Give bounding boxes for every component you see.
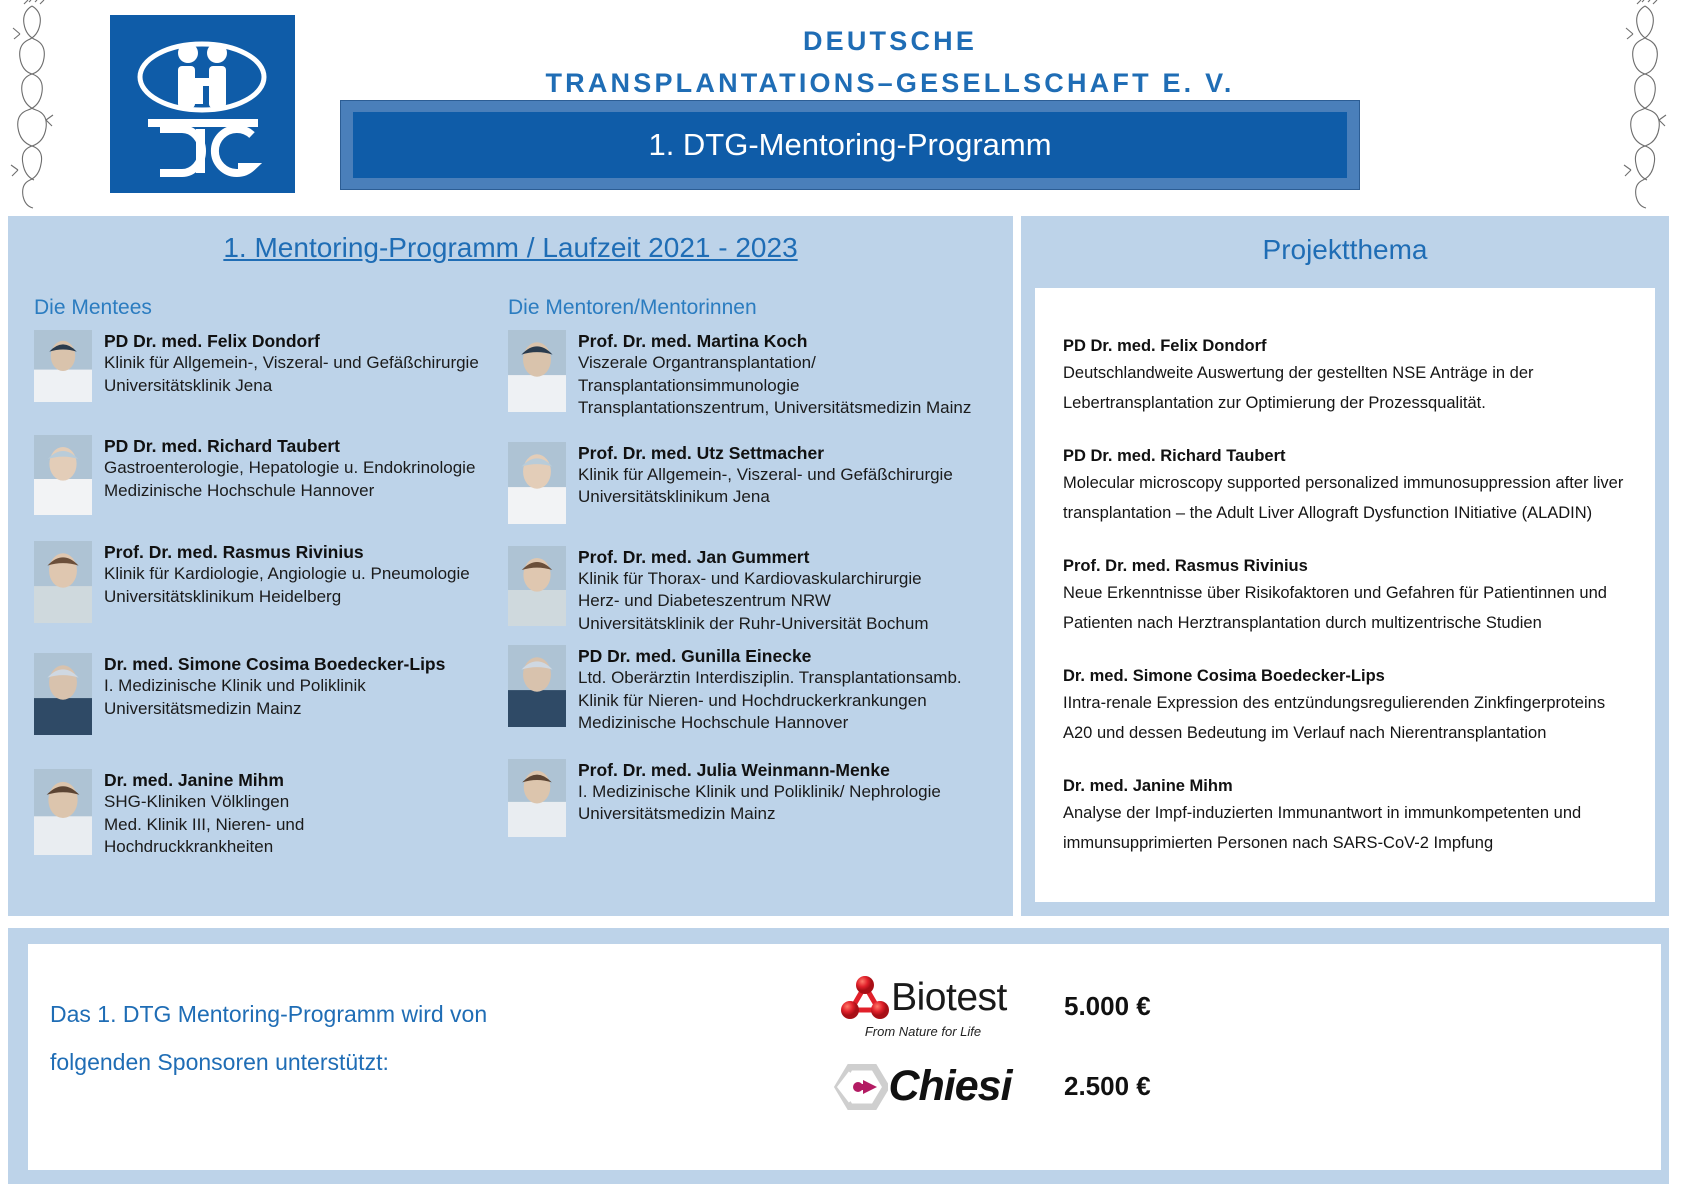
sponsor-row-biotest	[828, 974, 1151, 1039]
person-entry	[34, 653, 504, 735]
person-entry	[508, 759, 998, 837]
person-text	[104, 330, 504, 402]
biotest-wordmark: Biotest	[891, 976, 1007, 1019]
project-topic-name: Dr. med. Janine Mihm	[1063, 777, 1233, 795]
project-topic-name: Prof. Dr. med. Rasmus Rivinius	[1063, 557, 1308, 575]
sponsor-intro-line1: Das 1. DTG Mentoring-Programm wird von	[50, 1001, 488, 1027]
person-name: Prof. Dr. med. Rasmus Rivinius	[104, 542, 364, 562]
mentoring-panel	[8, 216, 1013, 916]
program-title-banner	[340, 100, 1360, 190]
chiesi-wordmark: Chiesi	[888, 1062, 1012, 1110]
person-name: PD Dr. med. Richard Taubert	[104, 436, 340, 456]
mentors-list	[508, 330, 998, 837]
person-photo	[34, 330, 92, 402]
mentees-column	[34, 296, 504, 859]
sponsor-intro	[50, 990, 570, 1086]
person-text	[578, 442, 998, 524]
person-name: Dr. med. Janine Mihm	[104, 770, 284, 790]
project-topic-item	[1063, 444, 1635, 528]
person-affiliation: SHG-Kliniken Völklingen Med. Klinik III, Nieren- und Hochdruckkrankheiten	[104, 792, 305, 856]
person-text	[578, 546, 998, 636]
person-affiliation: I. Medizinische Klinik und Poliklinik/ Nephrologie Universitätsmedizin Mainz	[578, 781, 941, 823]
project-topic-item	[1063, 554, 1635, 638]
project-topic-item	[1063, 774, 1635, 858]
sponsor-content	[28, 944, 1661, 1170]
person-photo	[34, 769, 92, 855]
project-topic-content	[1035, 288, 1655, 902]
person-name: Prof. Dr. med. Jan Gummert	[578, 546, 810, 567]
person-photo	[508, 645, 566, 727]
project-topic-description: IIntra-renale Expression des entzündungsregulierenden Zinkfingerproteins A20 und dessen Bedeutung im Verlauf nach Nierentransplantation	[1063, 694, 1606, 742]
person-name: PD Dr. med. Gunilla Einecke	[578, 646, 812, 666]
chiesi-logo	[828, 1062, 1018, 1111]
mentoring-panel-heading: 1. Mentoring-Programm / Laufzeit 2021 - 2023	[223, 232, 798, 263]
person-photo	[508, 442, 566, 524]
person-name: Dr. med. Simone Cosima Boedecker-Lips	[104, 654, 446, 674]
mentees-heading: Die Mentees	[34, 296, 152, 319]
person-name: Prof. Dr. med. Utz Settmacher	[578, 442, 825, 463]
person-affiliation: Klinik für Allgemein-, Viszeral- und Gefäßchirurgie Universitätsklinik Jena	[104, 353, 479, 395]
project-topic-description: Neue Erkenntnisse über Risikofaktoren und Gefahren für Patientinnen und Patienten nach Herztransplantation durch multizentrische Studien	[1063, 584, 1607, 632]
person-name: PD Dr. med. Felix Dondorf	[104, 331, 320, 351]
person-photo	[34, 435, 92, 515]
project-topic-description: Deutschlandweite Auswertung der gestellten NSE Anträge in der Lebertransplantation zur Optimierung der Prozessqualität.	[1063, 364, 1534, 412]
sponsor-intro-line2: folgenden Sponsoren unterstützt:	[50, 1049, 389, 1075]
person-affiliation: I. Medizinische Klinik und Poliklinik Universitätsmedizin Mainz	[104, 676, 366, 718]
project-topic-list	[1063, 334, 1635, 884]
person-photo	[508, 546, 566, 626]
organization-title	[330, 20, 1450, 104]
person-photo	[508, 330, 566, 412]
project-topic-item	[1063, 664, 1635, 748]
person-affiliation: Klinik für Allgemein-, Viszeral- und Gefäßchirurgie Universitätsklinikum Jena	[578, 464, 953, 506]
project-topic-name: PD Dr. med. Richard Taubert	[1063, 447, 1286, 465]
person-affiliation: Gastroenterologie, Hepatologie u. Endokrinologie Medizinische Hochschule Hannover	[104, 458, 476, 500]
person-text	[104, 653, 504, 735]
person-name: Prof. Dr. med. Martina Koch	[578, 331, 808, 351]
person-entry	[508, 645, 998, 735]
biotest-logo	[828, 974, 1018, 1039]
poster-header	[0, 0, 1683, 215]
sponsor-row-chiesi	[828, 1062, 1151, 1111]
person-affiliation: Klinik für Thorax- und Kardiovaskularchirurgie Herz- und Diabeteszentrum NRW Universitätsklinik der Ruhr-Universität Bochum	[578, 568, 929, 633]
sponsor-band	[8, 928, 1669, 1184]
person-entry	[34, 769, 504, 859]
project-topic-description: Analyse der Impf-induzierten Immunantwort in immunkompetenten und immunsupprimierten Personen nach SARS-CoV-2 Impfung	[1063, 804, 1582, 852]
org-title-line1: DEUTSCHE	[802, 26, 978, 56]
person-text	[578, 330, 998, 420]
project-topic-name: PD Dr. med. Felix Dondorf	[1063, 337, 1267, 355]
dtg-logo	[110, 15, 295, 193]
project-topic-description: Molecular microscopy supported personalized immunosuppression after liver transplantation – the Adult Liver Allograft Dysfunction INitiative (ALADIN)	[1063, 474, 1624, 522]
project-topic-heading: Projektthema	[1262, 234, 1428, 265]
person-text	[578, 759, 998, 837]
person-name: Prof. Dr. med. Julia Weinmann-Menke	[578, 759, 890, 780]
person-entry	[508, 330, 998, 420]
mentors-heading: Die Mentoren/Mentorinnen	[508, 296, 757, 319]
person-entry	[508, 546, 998, 636]
person-affiliation: Klinik für Kardiologie, Angiologie u. Pneumologie Universitätsklinikum Heidelberg	[104, 564, 470, 606]
person-entry	[34, 330, 504, 402]
person-text	[578, 645, 998, 735]
mentees-list	[34, 330, 504, 859]
person-photo	[508, 759, 566, 837]
person-entry	[34, 435, 504, 515]
biotest-amount: 5.000 €	[1064, 991, 1151, 1021]
person-affiliation: Ltd. Oberärztin Interdisziplin. Transplantationsamb. Klinik für Nieren- und Hochdruckerkrankungen Medizinische Hochschule Hannover	[578, 668, 962, 732]
mentors-column	[508, 296, 998, 837]
org-title-line2: TRANSPLANTATIONS–GESELLSCHAFT E. V.	[545, 68, 1235, 98]
project-topic-name: Dr. med. Simone Cosima Boedecker-Lips	[1063, 667, 1385, 685]
project-topic-item	[1063, 334, 1635, 418]
biotest-tagline: From Nature for Life	[864, 1024, 982, 1039]
program-title-text: 1. DTG-Mentoring-Programm	[648, 127, 1052, 162]
person-photo	[34, 653, 92, 735]
biotest-molecule-icon	[839, 974, 891, 1022]
project-topic-panel	[1021, 216, 1669, 916]
person-text	[104, 541, 504, 623]
person-entry	[34, 541, 504, 623]
person-affiliation: Viszerale Organtransplantation/ Transplantationsimmunologie Transplantationszentrum, Universitätsmedizin Mainz	[578, 353, 972, 417]
chiesi-hexagon-icon	[834, 1064, 888, 1110]
person-text	[104, 769, 504, 859]
person-entry	[508, 442, 998, 524]
person-text	[104, 435, 504, 515]
chiesi-amount: 2.500 €	[1064, 1071, 1151, 1101]
person-photo	[34, 541, 92, 623]
